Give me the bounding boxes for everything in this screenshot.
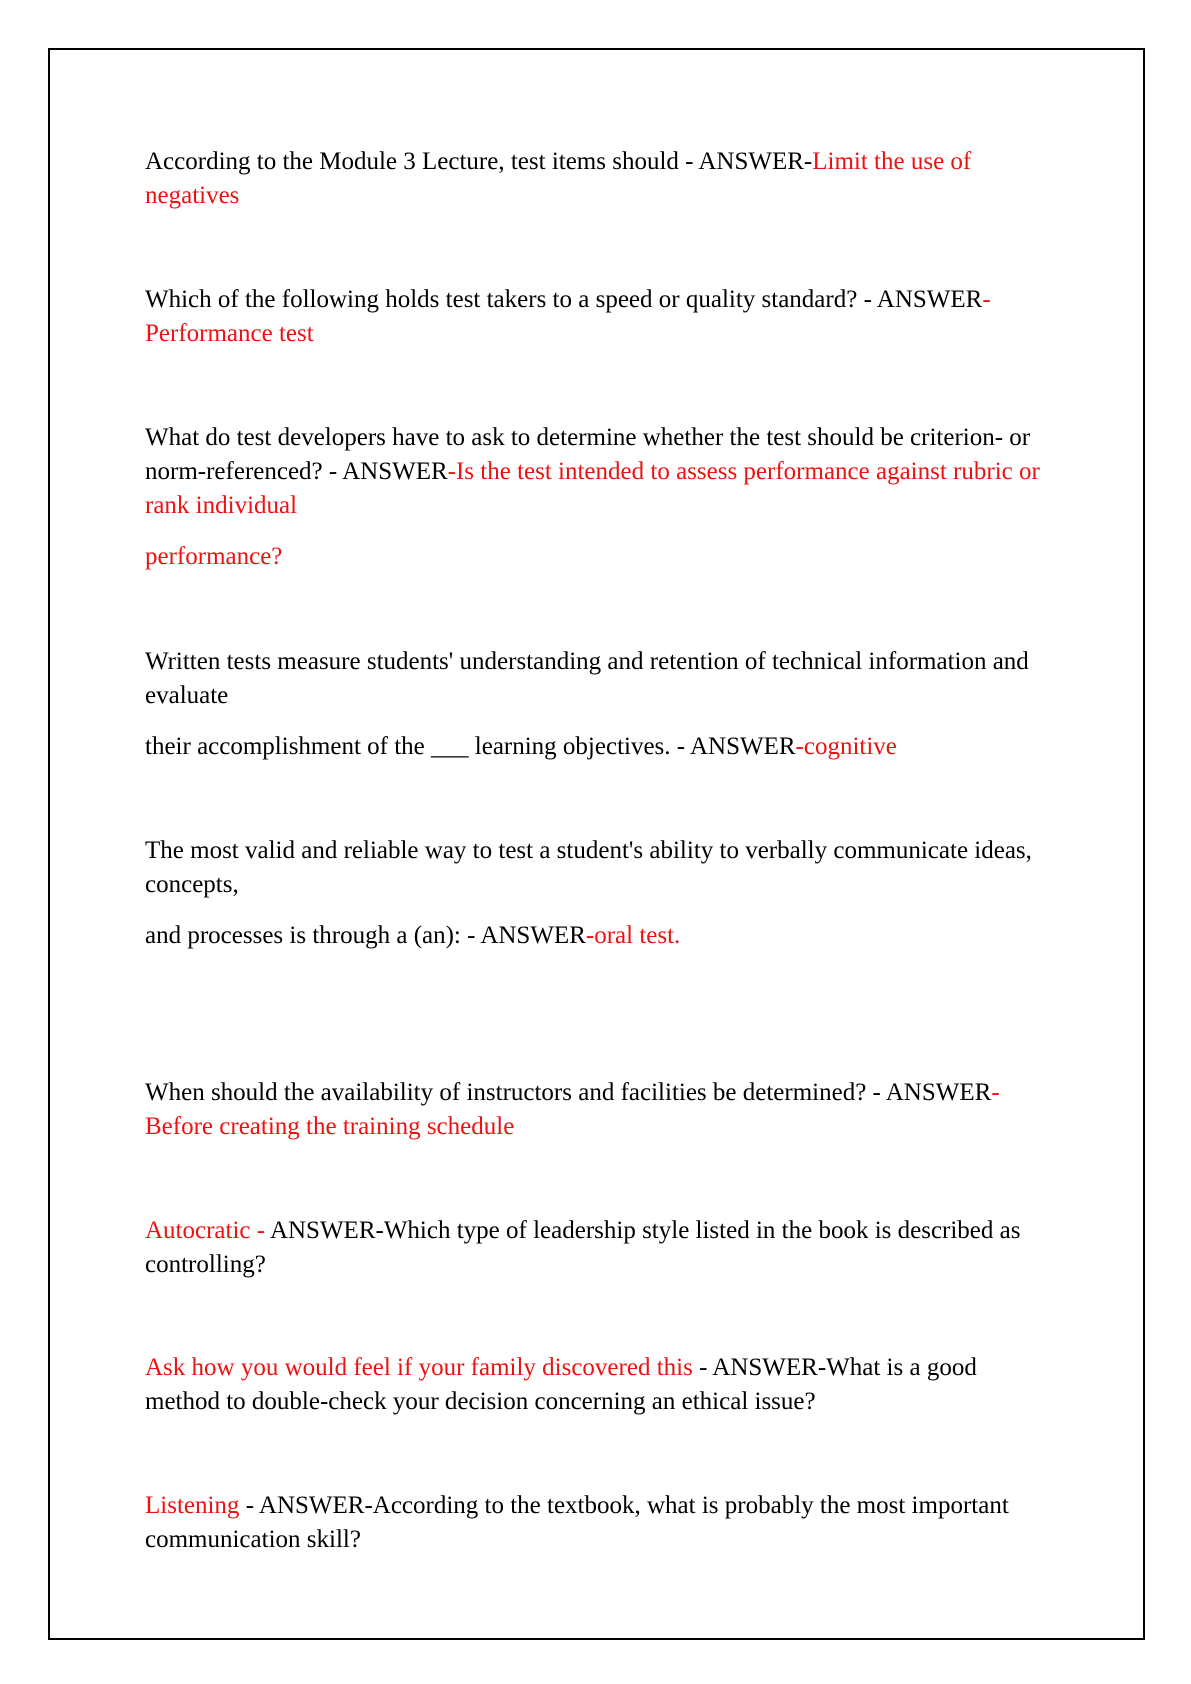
qa-line [145,730,1055,764]
qa-line [145,834,1055,902]
question-text: ANSWER-Which type of leadership style listed in the book is described as controlling? [145,1217,1021,1278]
answer-text: -Performance test [145,286,991,347]
answer-text: Ask how you would feel if your family discovered this [145,1354,693,1381]
qa-item-8 [145,1351,1055,1419]
question-text: What do test developers have to ask to determine whether the test should be criterion- or norm-referenced? - ANSWER [145,424,1031,485]
answer-text: -oral test. [585,922,681,949]
question-text: Written tests measure students' understanding and retention of technical information and evaluate [145,648,1029,709]
question-text: - ANSWER-What is a good method to double-check your decision concerning an ethical issue? [145,1354,977,1415]
qa-item-1 [145,145,1055,213]
answer-text: Autocratic - [145,1217,270,1244]
question-text: Which of the following holds test takers to a speed or quality standard? - ANSWER [145,286,983,313]
question-text: and processes is through a (an): - ANSWER [145,922,586,949]
question-text: When should the availability of instructors and facilities be determined? - ANSWER [145,1079,992,1106]
qa-line [145,919,1055,953]
qa-line [145,145,1055,213]
question-text: their accomplishment of the ___ learning objectives. - ANSWER [145,733,796,760]
qa-line [145,540,1055,574]
qa-item-4 [145,645,1055,764]
qa-line [145,1076,1055,1144]
qa-item-6 [145,1076,1055,1144]
answer-text: -Before creating the training schedule [145,1079,1000,1140]
qa-item-2 [145,283,1055,351]
answer-text: Limit the use of negatives [145,148,972,209]
qa-item-3 [145,421,1055,574]
qa-item-5 [145,834,1055,953]
question-text: According to the Module 3 Lecture, test items should - ANSWER- [145,148,813,175]
answer-text: -cognitive [795,733,897,760]
answer-text: performance? [145,543,283,570]
answer-text: -Is the test intended to assess performance against rubric or rank individual [145,458,1040,519]
question-text: - ANSWER-According to the textbook, what is probably the most important communication skill? [145,1492,1009,1553]
question-text: The most valid and reliable way to test a student's ability to verbally communicate ideas, concepts, [145,837,1032,898]
qa-line [145,1489,1055,1557]
qa-line [145,421,1055,523]
answer-text: Listening [145,1492,240,1519]
qa-line [145,1214,1055,1282]
qa-line [145,283,1055,351]
qa-item-7 [145,1214,1055,1282]
qa-item-9 [145,1489,1055,1557]
qa-line [145,645,1055,713]
qa-line [145,1351,1055,1419]
